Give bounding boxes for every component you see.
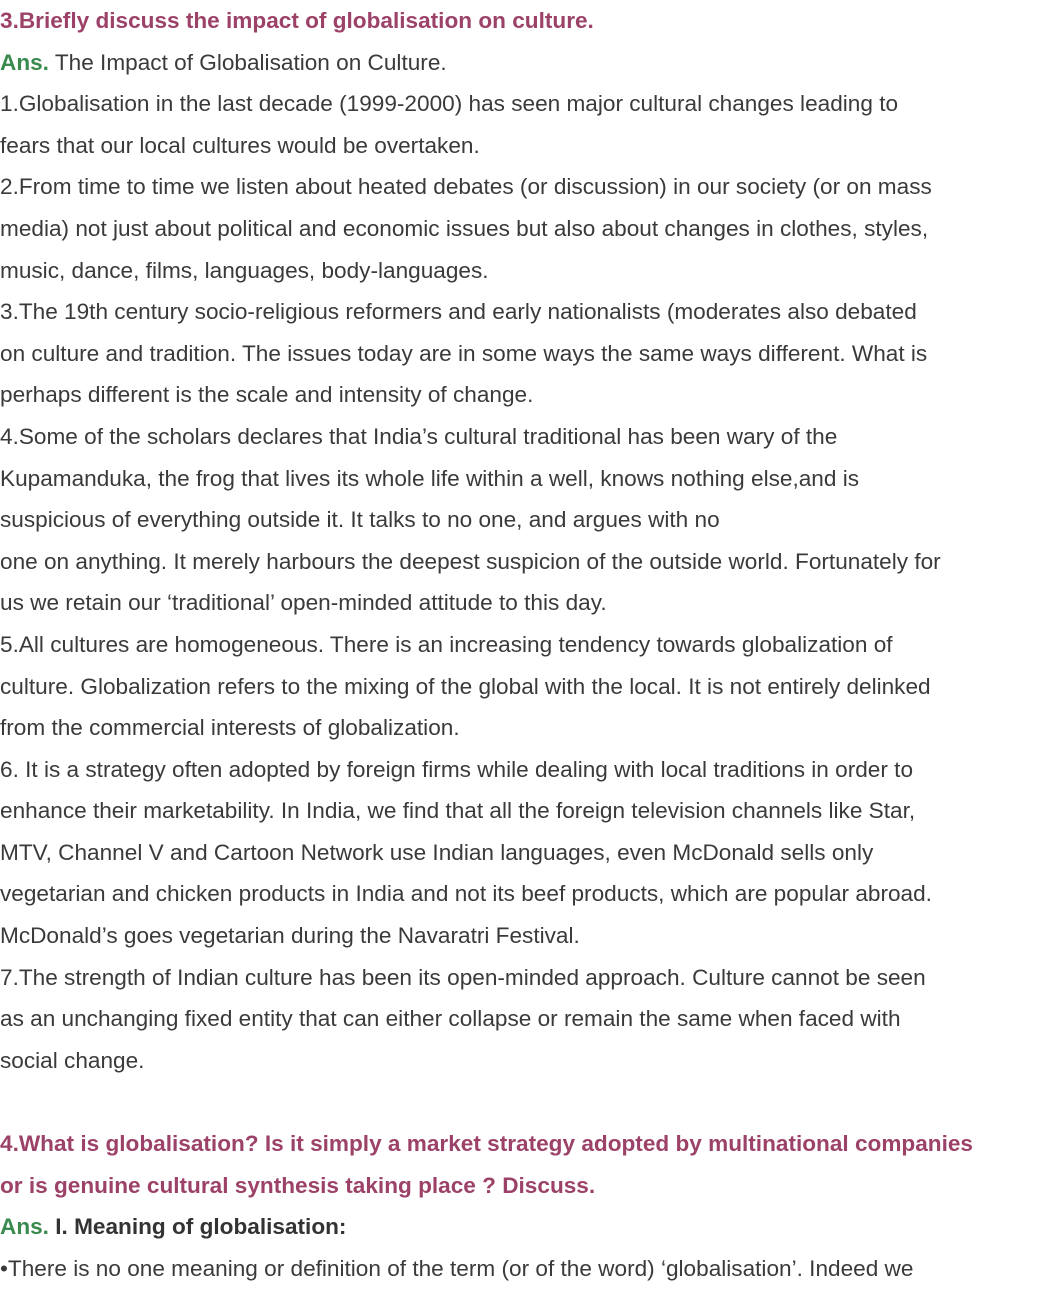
answer-label: Ans. <box>0 49 49 75</box>
answer-line: vegetarian and chicken products in India and not its beef products, which are popular abroad. <box>0 881 932 907</box>
question-4-heading-line-1: 4.What is globalisation? Is it simply a market strategy adopted by multinational companies <box>0 1131 973 1157</box>
answer-3-title-line <box>0 42 1050 84</box>
answer-4-heading: I. Meaning of globalisation: <box>48 1214 347 1240</box>
answer-line: as an unchanging fixed entity that can either collapse or remain the same when faced with <box>0 1006 901 1032</box>
answer-line: us we retain our ‘traditional’ open-minded attitude to this day. <box>0 590 607 616</box>
answer-line: MTV, Channel V and Cartoon Network use Indian languages, even McDonald sells only <box>0 839 874 865</box>
question-3-heading: 3.Briefly discuss the impact of globalisation on culture. <box>0 8 594 33</box>
answer-line: 2.From time to time we listen about heated debates (or discussion) in our society (or on mass <box>0 174 932 200</box>
answer-4-body <box>0 1248 1050 1289</box>
answer-3-body <box>0 83 1050 1081</box>
answer-line: 6. It is a strategy often adopted by foreign firms while dealing with local traditions in order to <box>0 756 914 782</box>
answer-line: on culture and tradition. The issues today are in some ways the same ways different. What is <box>0 340 928 366</box>
answer-line: 3.The 19th century socio-religious reformers and early nationalists (moderates also debated <box>0 299 917 325</box>
question-4-heading-line-2: or is genuine cultural synthesis taking place ? Discuss. <box>0 1172 596 1198</box>
section-spacer <box>0 1081 1050 1123</box>
answer-line: culture. Globalization refers to the mixing of the global with the local. It is not entirely delinked <box>0 673 931 699</box>
answer-line: 5.All cultures are homogeneous. There is an increasing tendency towards globalization of <box>0 631 893 657</box>
answer-line: social change. <box>0 1047 145 1073</box>
answer-3-title: The Impact of Globalisation on Culture. <box>48 49 447 75</box>
answer-label: Ans. <box>0 1214 49 1240</box>
answer-line: from the commercial interests of globalization. <box>0 715 460 741</box>
answer-line: suspicious of everything outside it. It talks to no one, and argues with no <box>0 507 720 533</box>
answer-line: 4.Some of the scholars declares that India’s cultural traditional has been wary of the <box>0 423 838 449</box>
answer-line: enhance their marketability. In India, we find that all the foreign television channels like Star, <box>0 798 916 824</box>
answer-line: music, dance, films, languages, body-languages. <box>0 257 489 283</box>
answer-4-heading-line <box>0 1206 1050 1248</box>
answer-line: •There is no one meaning or definition of the term (or of the word) ‘globalisation’. Indeed we <box>0 1255 914 1281</box>
answer-line: media) not just about political and economic issues but also about changes in clothes, styles, <box>0 215 929 241</box>
answer-line: fears that our local cultures would be overtaken. <box>0 132 480 158</box>
answer-line: perhaps different is the scale and intensity of change. <box>0 382 534 408</box>
answer-line: 1.Globalisation in the last decade (1999-2000) has seen major cultural changes leading to <box>0 91 899 117</box>
answer-line: one on anything. It merely harbours the deepest suspicion of the outside world. Fortunately for <box>0 548 941 574</box>
answer-line: Kupamanduka, the frog that lives its whole life within a well, knows nothing else,and is <box>0 465 860 491</box>
answer-line: McDonald’s goes vegetarian during the Navaratri Festival. <box>0 923 580 949</box>
answer-line: 7.The strength of Indian culture has been its open-minded approach. Culture cannot be seen <box>0 964 926 990</box>
